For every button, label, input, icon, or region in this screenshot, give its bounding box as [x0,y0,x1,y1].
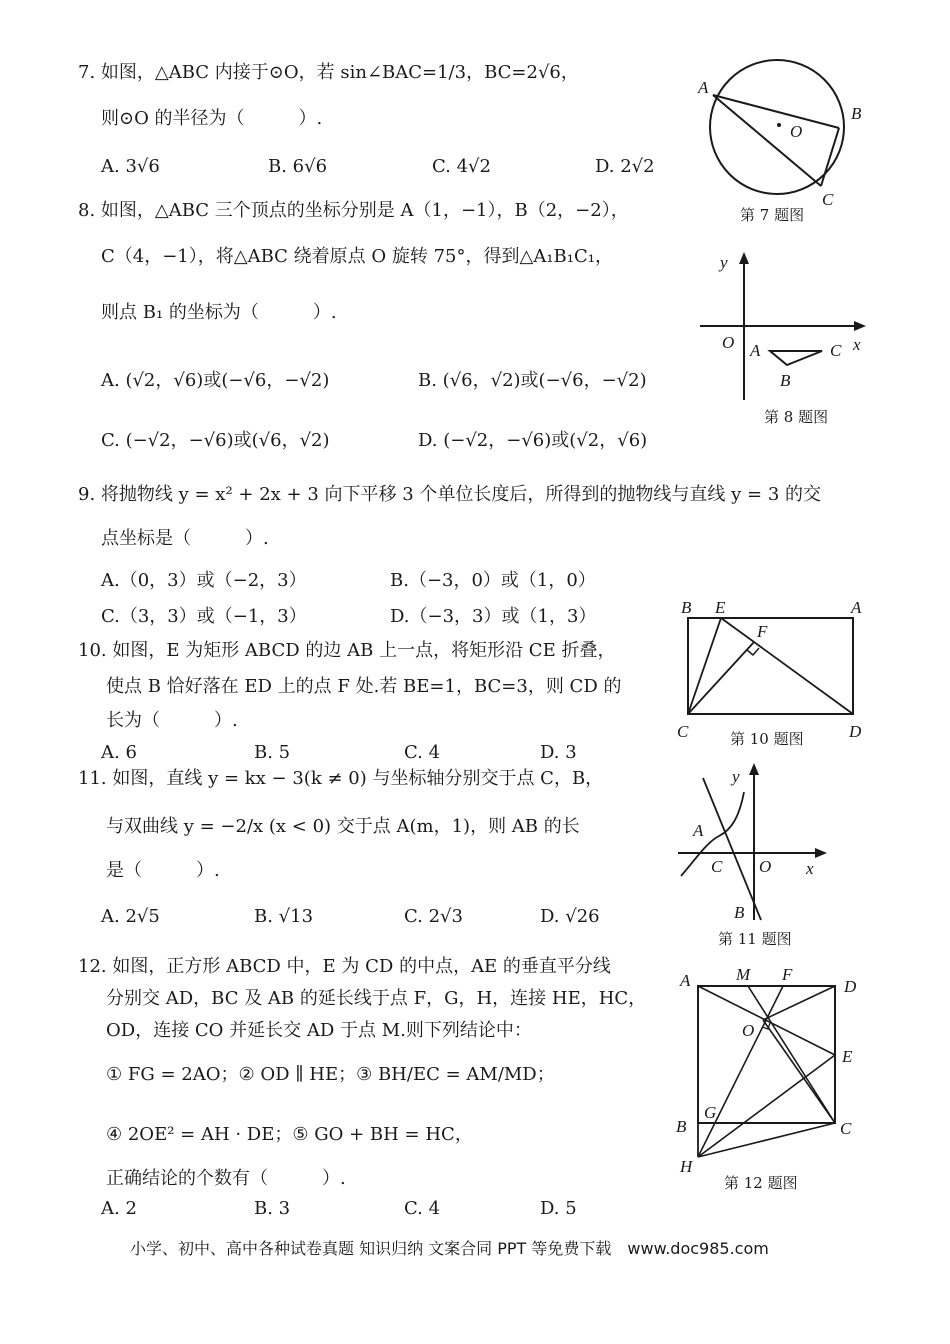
q12-stem-line4: ① FG = 2AO；② OD ∥ HE；③ BH/EC = AM/MD； [106,1064,555,1085]
q10-stem-line1: 10. 如图，E 为矩形 ABCD 的边 AB 上一点，将矩形沿 CE 折叠， [78,640,616,661]
q11-figure-caption: 第 11 题图 [718,930,792,948]
q10-option-d: D. 3 [540,742,577,763]
q12-label-f: F [782,965,793,984]
q12-stem-line3: OD，连接 CO 并延长交 AD 于点 M.则下列结论中： [106,1020,532,1041]
q11-label-o: O [759,857,772,876]
q11-option-c: C. 2√3 [404,906,463,927]
q11-option-d: D. √26 [540,906,600,927]
q12-stem-line1: 12. 如图，正方形 ABCD 中，E 为 CD 的中点，AE 的垂直平分线 [78,956,611,977]
q12-label-b: B [676,1117,687,1136]
q7-figure-caption: 第 7 题图 [740,206,805,224]
q10-label-b: B [681,598,692,617]
q7-option-b: B. 6√6 [268,156,328,177]
q9-stem-line2: 点坐标是（ ）. [101,528,269,549]
q12-stem-line2: 分别交 AD，BC 及 AB 的延长线于点 F，G，H，连接 HE，HC， [106,988,647,1009]
q8-figure-coordinate-triangle [700,250,870,410]
q11-option-b: B. √13 [254,906,314,927]
q12-figure-caption: 第 12 题图 [724,1174,798,1192]
q11-figure-line-hyperbola [675,760,835,925]
q10-stem-line2: 使点 B 恰好落在 ED 上的点 F 处.若 BE=1，BC=3，则 CD 的 [106,676,622,697]
q9-option-b: B.（−3，0）或（1，0） [390,570,596,591]
q7-label-b: B [851,104,862,123]
q7-stem-line2: 则⊙O 的半径为（ ）. [101,108,323,129]
q8-label-c: C [830,341,842,360]
q7-figure-circle-triangle [690,55,870,209]
q11-stem-line2: 与双曲线 y = −2/x (x < 0) 交于点 A(m，1)，则 AB 的长 [106,816,580,837]
q12-option-c: C. 4 [404,1198,441,1219]
q9-option-d: D.（−3，3）或（1，3） [390,606,597,627]
q12-stem-line6: 正确结论的个数有（ ）. [106,1168,346,1189]
footer-download-link-text[interactable]: 小学、初中、高中各种试卷真题 知识归纳 文案合同 PPT 等免费下载 www.doc985.com [130,1239,769,1258]
q7-label-c: C [822,190,834,209]
q12-option-d: D. 5 [540,1198,577,1219]
q12-label-h: H [680,1157,693,1176]
q8-option-c: C. (−√2，−√6)或(√6，√2) [101,430,330,451]
q8-label-x: x [853,335,861,354]
q9-stem-line1: 9. 将抛物线 y = x² + 2x + 3 向下平移 3 个单位长度后，所得到的抛物线与直线 y = 3 的交 [78,484,821,505]
q10-label-a: A [851,598,862,617]
q8-stem-line3: 则点 B₁ 的坐标为（ ）. [101,302,337,323]
q7-option-a: A. 3√6 [101,156,160,177]
q7-option-d: D. 2√2 [595,156,655,177]
q7-option-c: C. 4√2 [432,156,491,177]
q10-figure-rectangle-fold [675,595,870,745]
q12-option-b: B. 3 [254,1198,291,1219]
q11-stem-line1: 11. 如图，直线 y = kx − 3(k ≠ 0) 与坐标轴分别交于点 C，B， [78,768,604,789]
q11-label-y: y [732,767,740,786]
q11-label-c: C [711,857,723,876]
q10-option-b: B. 5 [254,742,291,763]
q12-stem-line5: ④ 2OE² = AH · DE；⑤ GO + BH = HC， [106,1124,473,1145]
q10-label-e: E [715,598,726,617]
q11-stem-line3: 是（ ）. [106,860,220,881]
q12-label-e: E [842,1047,853,1066]
q10-label-f: F [757,622,768,641]
q8-option-d: D. (−√2，−√6)或(√2，√6) [418,430,648,451]
q8-option-b: B. (√6，√2)或(−√6，−√2) [418,370,647,391]
q10-label-d: D [849,722,862,741]
q8-stem-line1: 8. 如图，△ABC 三个顶点的坐标分别是 A（1，−1），B（2，−2）， [78,200,629,221]
q7-stem-line1: 7. 如图，△ABC 内接于⊙O，若 sin∠BAC=1/3，BC=2√6， [78,62,579,83]
q7-label-o: O [790,122,803,141]
q8-label-o: O [722,333,735,352]
q12-label-g: G [704,1103,717,1122]
q10-option-a: A. 6 [101,742,137,763]
q12-option-a: A. 2 [101,1198,137,1219]
q12-label-d: D [844,977,857,996]
q12-figure-square-construction [670,960,870,1175]
q10-label-c: C [677,722,689,741]
q11-option-a: A. 2√5 [101,906,160,927]
q7-label-a: A [698,78,709,97]
q8-label-b: B [780,371,791,390]
q8-figure-caption: 第 8 题图 [764,408,829,426]
q12-label-m: M [736,965,751,984]
q11-label-x: x [806,859,814,878]
q8-label-a: A [750,341,761,360]
q11-label-b: B [734,903,745,922]
q10-option-c: C. 4 [404,742,441,763]
q8-label-y: y [720,253,728,272]
q9-option-a: A.（0，3）或（−2，3） [101,570,307,591]
q8-option-a: A. (√2，√6)或(−√6，−√2) [101,370,330,391]
q8-stem-line2: C（4，−1），将△ABC 绕着原点 O 旋转 75°，得到△A₁B₁C₁， [101,246,613,267]
q10-stem-line3: 长为（ ）. [106,710,238,731]
q12-label-o: O [742,1021,755,1040]
q12-label-a: A [680,971,691,990]
q12-label-c: C [840,1119,852,1138]
q11-label-a: A [693,821,704,840]
q9-option-c: C.（3，3）或（−1，3） [101,606,307,627]
q10-figure-caption: 第 10 题图 [730,730,804,748]
